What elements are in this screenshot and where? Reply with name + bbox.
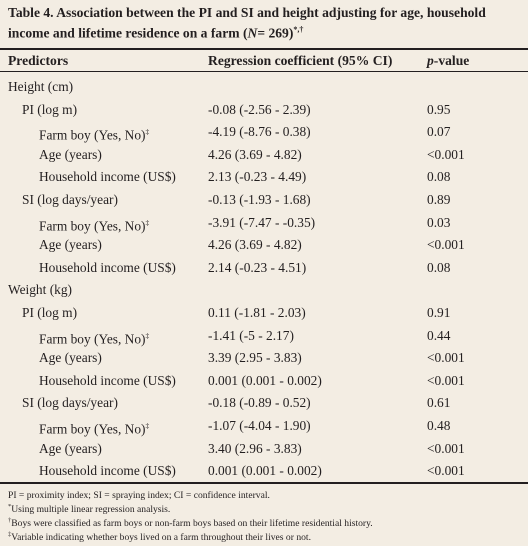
pvalue-cell: 0.89 xyxy=(427,192,451,207)
header-coefficient: Regression coefficient (95% CI) xyxy=(208,53,393,68)
title-line-1: Table 4. Association between the PI and SI and height adjusting for age, household xyxy=(8,5,486,20)
coefficient-cell: 3.39 (2.95 - 3.83) xyxy=(208,350,302,366)
predictor-label: Age (years) xyxy=(39,440,102,456)
footnote-symbol: ‡ xyxy=(8,531,12,539)
header-predictors: Predictors xyxy=(8,53,69,68)
pvalue-cell: 0.48 xyxy=(427,418,451,433)
footnote-text: Boys were classified as farm boys or non-farm boys based on their lifetime residential history. xyxy=(11,518,373,530)
coefficient-cell: -0.13 (-1.93 - 1.68) xyxy=(208,192,311,207)
predictor-cell xyxy=(39,146,102,163)
predictor-cell xyxy=(22,304,77,321)
predictor-label: Farm boy (Yes, No) xyxy=(39,127,146,143)
coefficient-cell: -1.07 (-4.04 - 1.90) xyxy=(208,418,311,433)
coefficient-cell: -0.18 (-0.89 - 0.52) xyxy=(208,395,311,411)
pvalue-cell: <0.001 xyxy=(427,463,465,479)
table-row xyxy=(0,146,528,170)
table-row xyxy=(0,349,528,373)
predictor-cell xyxy=(39,214,149,234)
predictor-cell xyxy=(39,417,149,437)
pvalue-cell: 0.61 xyxy=(427,395,451,411)
predictor-cell xyxy=(39,372,176,389)
coefficient-cell: 2.13 (-0.23 - 4.49) xyxy=(208,169,307,185)
table-row xyxy=(0,394,528,418)
predictor-cell xyxy=(39,168,176,185)
predictor-cell xyxy=(39,236,102,253)
table-title xyxy=(8,4,520,42)
predictor-label: PI (log m) xyxy=(22,101,78,117)
table-row xyxy=(0,440,528,464)
coefficient-cell: 2.14 (-0.23 - 4.51) xyxy=(208,259,307,275)
predictor-cell xyxy=(22,394,118,411)
coefficient-cell: -0.08 (-2.56 - 2.39) xyxy=(208,101,311,117)
table-row xyxy=(0,191,528,215)
footnote-text: Variable indicating whether boys lived on a farm throughout their lives or not. xyxy=(11,532,311,544)
footnote-text: PI = proximity index; SI = spraying index; CI = confidence interval. xyxy=(8,490,270,501)
table-row xyxy=(0,123,528,147)
pvalue-cell: 0.44 xyxy=(427,327,451,343)
predictor-cell xyxy=(39,327,149,347)
predictor-cell xyxy=(39,123,149,143)
predictor-cell xyxy=(8,78,73,95)
table-footnotes xyxy=(8,490,520,544)
predictor-label: Household income (US$) xyxy=(39,463,176,479)
predictor-label: Household income (US$) xyxy=(39,169,176,185)
footnote-line xyxy=(8,490,520,501)
coefficient-cell: 0.001 (0.001 - 0.002) xyxy=(208,463,322,479)
pvalue-cell: 0.95 xyxy=(427,101,451,117)
coefficient-cell: -3.91 (-7.47 - -0.35) xyxy=(208,214,316,230)
pvalue-cell: 0.08 xyxy=(427,169,451,185)
predictor-label: Age (years) xyxy=(39,146,102,162)
pvalue-cell: 0.08 xyxy=(427,259,451,275)
coefficient-cell: 3.40 (2.96 - 3.83) xyxy=(208,440,302,456)
predictor-label: Household income (US$) xyxy=(39,259,176,275)
header-pvalue-p: p xyxy=(427,53,434,68)
predictor-label: Farm boy (Yes, No) xyxy=(39,218,146,234)
pvalue-cell: 0.03 xyxy=(427,214,451,230)
header-pvalue xyxy=(427,53,469,69)
footnote-line xyxy=(8,515,520,529)
coefficient-cell: 4.26 (3.69 - 4.82) xyxy=(208,237,302,253)
title-n-symbol: N xyxy=(247,25,258,41)
pvalue-cell: <0.001 xyxy=(427,350,465,366)
pvalue-cell: <0.001 xyxy=(427,372,465,388)
top-rule xyxy=(0,48,528,50)
predictor-cell xyxy=(39,440,102,457)
footnote-symbol: * xyxy=(8,503,12,510)
table-row xyxy=(0,214,528,238)
pvalue-cell: <0.001 xyxy=(427,237,465,253)
table-row xyxy=(0,372,528,396)
coefficient-cell: -1.41 (-5 - 2.17) xyxy=(208,327,294,343)
header-rule xyxy=(0,71,528,72)
table-row xyxy=(0,101,528,125)
footnote-mark: ‡ xyxy=(145,330,150,340)
footnote-line xyxy=(8,529,520,543)
table-row xyxy=(0,417,528,441)
predictor-label: Household income (US$) xyxy=(39,372,176,388)
table-row xyxy=(0,259,528,283)
pvalue-cell: <0.001 xyxy=(427,146,465,162)
coefficient-cell: -4.19 (-8.76 - 0.38) xyxy=(208,124,311,140)
table-row xyxy=(0,281,528,305)
title-line-2-pre: income and lifetime residence on a farm ( xyxy=(8,25,248,41)
table-row xyxy=(0,304,528,328)
footnote-mark: ‡ xyxy=(145,217,150,227)
title-line-2-post: = 269) xyxy=(257,25,294,41)
predictor-label: SI (log days/year) xyxy=(22,395,118,411)
predictor-label: Farm boy (Yes, No) xyxy=(39,421,146,437)
predictor-cell xyxy=(39,259,176,276)
predictor-label: Age (years) xyxy=(39,350,102,366)
predictor-cell xyxy=(39,349,102,366)
pvalue-cell: 0.07 xyxy=(427,124,451,140)
title-footnote-marks: *,† xyxy=(293,25,304,34)
footnote-mark: ‡ xyxy=(145,127,150,137)
title-line-2 xyxy=(8,21,520,42)
predictor-label: Weight (kg) xyxy=(8,282,72,298)
predictor-cell xyxy=(8,281,72,298)
table-row xyxy=(0,236,528,260)
pvalue-cell: <0.001 xyxy=(427,440,465,456)
header-pvalue-rest: -value xyxy=(433,53,470,68)
footnote-symbol: † xyxy=(8,517,12,525)
bottom-rule xyxy=(0,482,528,484)
footnote-line xyxy=(8,501,520,515)
predictor-label: SI (log days/year) xyxy=(22,192,118,207)
predictor-label: Farm boy (Yes, No) xyxy=(39,331,146,347)
predictor-cell xyxy=(39,462,176,479)
predictor-cell xyxy=(22,191,118,208)
predictor-cell xyxy=(22,101,77,118)
coefficient-cell: 4.26 (3.69 - 4.82) xyxy=(208,146,302,162)
predictor-label: Height (cm) xyxy=(8,79,74,94)
footnote-text: Using multiple linear regression analysis. xyxy=(11,504,171,516)
table-row xyxy=(0,327,528,351)
predictor-label: Age (years) xyxy=(39,237,102,253)
coefficient-cell: 0.11 (-1.81 - 2.03) xyxy=(208,305,306,320)
pvalue-cell: 0.91 xyxy=(427,305,451,320)
predictor-label: PI (log m) xyxy=(22,305,78,320)
footnote-mark: ‡ xyxy=(145,421,150,430)
table-row xyxy=(0,78,528,102)
table-row xyxy=(0,168,528,192)
coefficient-cell: 0.001 (0.001 - 0.002) xyxy=(208,372,322,388)
